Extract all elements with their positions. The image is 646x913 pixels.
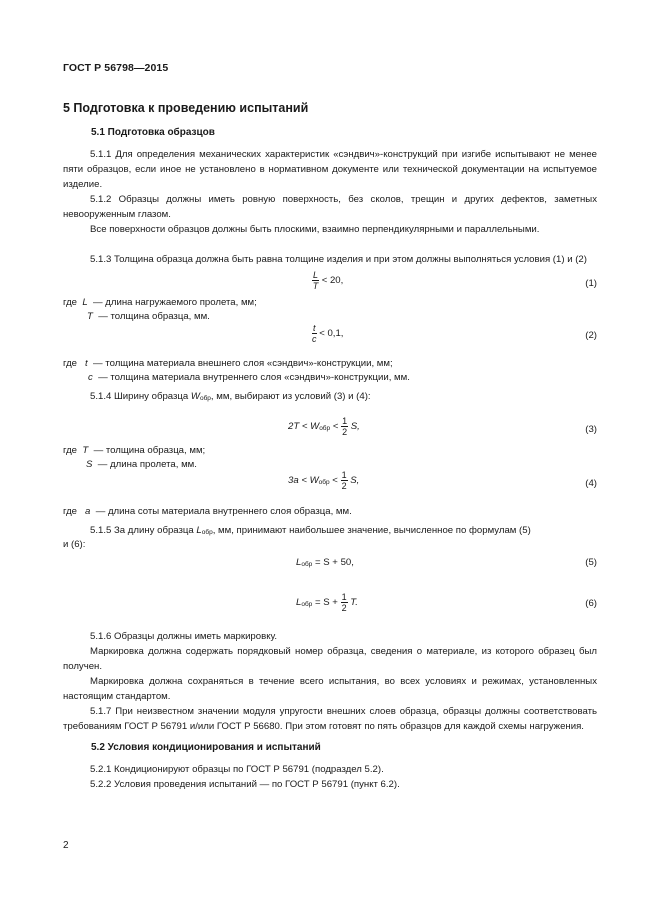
where-block-2-line-2: c — толщина материала внутреннего слоя «сэндвич»-конструкции, мм. bbox=[88, 372, 410, 383]
equation-number-4: (4) bbox=[585, 478, 597, 489]
equation-1: $\frac{L}{T}$ < 20, bbox=[312, 270, 344, 291]
equation-4: $3a < W_{обр}$ < $\frac{1}{2}$ S, bbox=[288, 470, 360, 491]
where-block-1: где L — длина нагружаемого пролета, мм; bbox=[63, 297, 257, 308]
equation-6: $L_{обр} = S$ + $\frac{1}{2}$ T. bbox=[296, 592, 358, 613]
subsection-title-5-2: 5.2 Условия кондиционирования и испытаний bbox=[91, 742, 321, 753]
paragraph-5-1-5: 5.1.5 За длину образца $L_{обр}$, мм, принимают наибольшее значение, вычисленное по формулам (5) bbox=[90, 525, 531, 536]
where-block-4: где a — длина соты материала внутреннего слоя образца, мм. bbox=[63, 506, 352, 517]
paragraph-5-1-5-cont: и (6): bbox=[63, 539, 86, 550]
paragraph-5-1-6-b: Маркировка должна содержать порядковый номер образца, сведения о материале, из которого образец был получен. bbox=[63, 646, 597, 673]
page-number: 2 bbox=[63, 840, 69, 851]
equation-number-1: (1) bbox=[585, 278, 597, 289]
subsection-title-5-1: 5.1 Подготовка образцов bbox=[91, 127, 215, 138]
equation-number-6: (6) bbox=[585, 598, 597, 609]
paragraph-5-2-1: 5.2.1 Кондиционируют образцы по ГОСТ Р 56791 (подраздел 5.2). bbox=[90, 764, 384, 775]
paragraph-5-1-6-c: Маркировка должна сохраняться в течение всего испытания, во всех условиях и режимах, установленных настоящим стандартом. bbox=[63, 676, 597, 703]
equation-number-3: (3) bbox=[585, 424, 597, 435]
equation-number-2: (2) bbox=[585, 330, 597, 341]
where-block-1-line-2: T — толщина образца, мм. bbox=[87, 311, 210, 322]
section-title: 5 Подготовка к проведению испытаний bbox=[63, 101, 309, 115]
paragraph-5-1-2: 5.1.2 Образцы должны иметь ровную поверхность, без сколов, трещин и других дефектов, заметных невооруженным глазом. bbox=[63, 194, 597, 221]
paragraph-5-1-2-b: Все поверхности образцов должны быть плоскими, взаимно перпендикулярными и параллельными. bbox=[90, 224, 540, 235]
where-block-3: где T — толщина образца, мм; bbox=[63, 445, 206, 456]
equation-5: $L_{обр} = S + 50$, bbox=[296, 557, 354, 568]
where-block-3-line-2: S — длина пролета, мм. bbox=[86, 459, 197, 470]
document-header: ГОСТ Р 56798—2015 bbox=[63, 62, 169, 74]
equation-number-5: (5) bbox=[585, 557, 597, 568]
equation-2: $\frac{t}{c}$ < 0,1, bbox=[312, 323, 344, 344]
paragraph-5-1-6: 5.1.6 Образцы должны иметь маркировку. bbox=[90, 631, 278, 642]
where-block-2: где t — толщина материала внешнего слоя «сэндвич»-конструкции, мм; bbox=[63, 358, 393, 369]
paragraph-5-1-4: 5.1.4 Ширину образца $W_{обр}$, мм, выбирают из условий (3) и (4): bbox=[90, 391, 371, 402]
paragraph-5-2-2: 5.2.2 Условия проведения испытаний — по ГОСТ Р 56791 (пункт 6.2). bbox=[90, 779, 400, 790]
paragraph-5-1-3: 5.1.3 Толщина образца должна быть равна толщине изделия и при этом должны выполняться условия (1) и (2) bbox=[90, 254, 587, 265]
paragraph-5-1-1: 5.1.1 Для определения механических характеристик «сэндвич»-конструкций при изгибе испытывают не менее пяти образцов, если иное не установлено в нормативном документе или технической документации на испытуемое изделие. bbox=[63, 149, 597, 191]
paragraph-5-1-7: 5.1.7 При неизвестном значении модуля упругости внешних слоев образца, образцы должны соответствовать требованиям ГОСТ Р 56791 и/или ГОСТ Р 56680. При этом готовят по пять образцов для каждой схемы нагружения. bbox=[63, 706, 597, 733]
equation-3: $2T < W_{обр}$ < $\frac{1}{2}$ S, bbox=[288, 416, 360, 437]
